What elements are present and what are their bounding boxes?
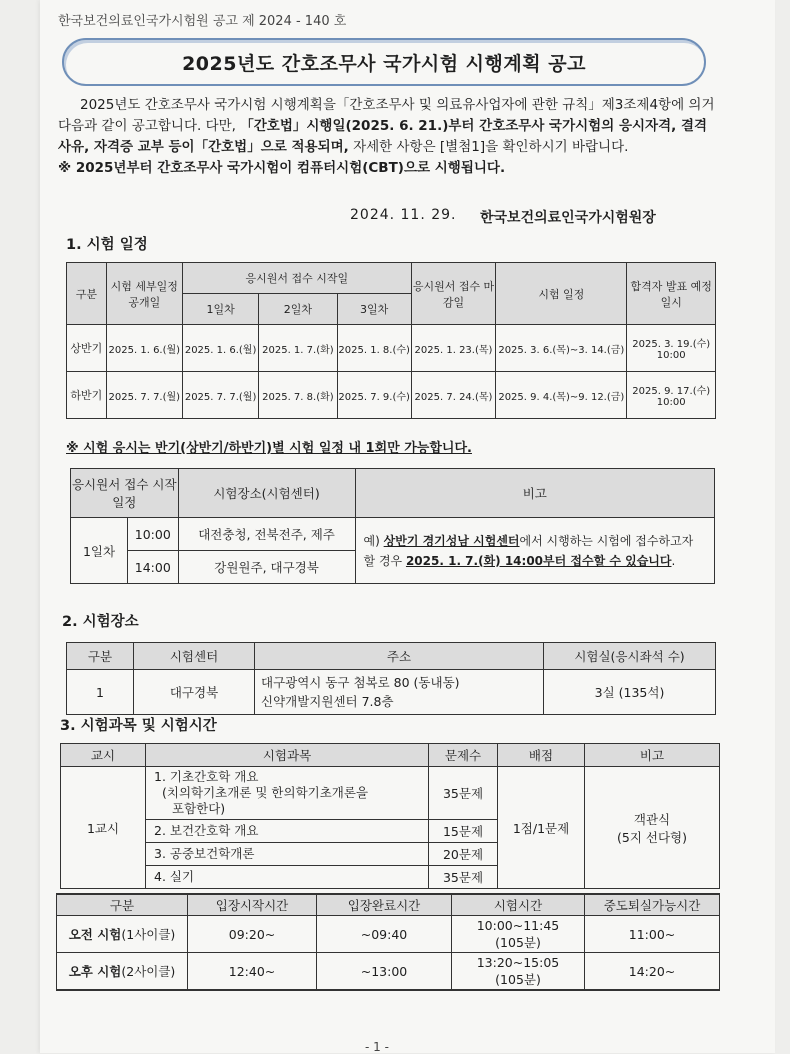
- cell-detail: 2025. 7. 7.(월): [106, 372, 182, 419]
- col-category: 구분: [57, 894, 188, 916]
- col-exam-schedule: 시험 일정: [496, 263, 627, 325]
- cell-enter-end: ~13:00: [317, 953, 452, 991]
- note-line1: 객관식: [633, 811, 671, 827]
- cell-result: [627, 372, 716, 419]
- note-text-c: .: [671, 553, 676, 568]
- col-enter-start: 입장시작시간: [188, 894, 317, 916]
- col-no: 구분: [67, 643, 134, 670]
- cell-count: 35문제: [429, 767, 498, 820]
- cell-exam-time: [452, 953, 585, 991]
- cell-deadline: 2025. 1. 23.(목): [411, 325, 495, 372]
- cell-time: 14:00: [128, 551, 179, 584]
- cell-place: 대전충청, 전북전주, 제주: [178, 518, 355, 551]
- section-title-schedule: 1. 시험 일정: [66, 237, 148, 253]
- col-note: 비고: [355, 469, 714, 518]
- session-name: 오전 시험: [68, 926, 122, 942]
- intro-text-c: 자세한 사항은 [별첨1]을 확인하시기 바랍니다.: [348, 139, 629, 155]
- page-number: - 1 -: [365, 1040, 389, 1054]
- once-per-half-warning: [66, 437, 472, 456]
- col-period: 교시: [61, 744, 146, 767]
- intro-text-a: 2025년도 간호조무사 국가시험 시행계획을「간호조무사 및 의료유사업자에 관한 규칙」제3조제4항에 의거 다음과 같이 공고합니다. 다만,: [58, 97, 715, 134]
- col-note: 비고: [585, 744, 720, 767]
- cell-day3: 2025. 1. 8.(수): [337, 325, 411, 372]
- cell-room: 3실 (135석): [544, 670, 716, 715]
- intro-paragraph: [58, 95, 718, 158]
- cell-detail: 2025. 1. 6.(월): [106, 325, 182, 372]
- intro-text-bold: 「간호법」시행일(2025. 6. 21.)부터 간호조무사 국가시험의 응시자격, 결격사유, 자격증 교부 등이「간호법」으로 적용되며,: [58, 118, 708, 155]
- cell-time: 10:00: [128, 518, 179, 551]
- cell-leave-time: 14:20~: [585, 953, 720, 991]
- note-underline-1: 상반기 경기성남 시험센터: [383, 533, 520, 548]
- cell-place: 강원원주, 대구경북: [178, 551, 355, 584]
- subject-line1: 1. 기초간호학 개요: [154, 769, 259, 784]
- cbt-notice: ※ 2025년부터 간호조무사 국가시험이 컴퓨터시험(CBT)으로 시행됩니다.: [58, 160, 506, 176]
- venue-table: [66, 642, 716, 715]
- session-cycle: (2사이클): [121, 963, 176, 979]
- subject-table: [60, 743, 720, 889]
- cell-session: [57, 916, 188, 953]
- intro-text: [58, 95, 718, 179]
- col-enter-end: 입장완료시간: [317, 894, 452, 916]
- session-name: 오후 시험: [68, 963, 122, 979]
- table-row: [71, 518, 715, 551]
- cell-result: [627, 325, 716, 372]
- cell-exam: 2025. 3. 6.(목)~3. 14.(금): [496, 325, 627, 372]
- warning-text: ※ 시험 응시는 반기(상반기/하반기)별 시험 일정 내 1회만 가능합니다.: [66, 441, 472, 456]
- cell-subject: [146, 767, 429, 820]
- cell-enter-start: 12:40~: [188, 953, 317, 991]
- section-title-venue: 2. 시험장소: [62, 614, 139, 630]
- result-date: 2025. 9. 17.(수): [632, 386, 711, 397]
- col-exam-time: 시험시간: [452, 894, 585, 916]
- cell-deadline: 2025. 7. 24.(목): [411, 372, 495, 419]
- note-text-b: 에서 시행하는 시험에 접수하고자 할 경우: [363, 533, 694, 568]
- col-receipt-deadline: 응시원서 접수 마감일: [411, 263, 495, 325]
- address-line2: 신약개발지원센터 7.8층: [261, 694, 394, 709]
- cell-day: 1일차: [71, 518, 128, 584]
- time-table: [56, 893, 720, 991]
- subject-line2: (치의학기초개론 및 한의학기초개론을: [162, 785, 369, 800]
- exam-range: 10:00~11:45: [476, 918, 560, 933]
- cell-day2: 2025. 7. 8.(화): [259, 372, 337, 419]
- cell-count: 20문제: [429, 843, 498, 866]
- col-center: 시험센터: [134, 643, 255, 670]
- result-time: 10:00: [656, 397, 686, 408]
- col-score: 배점: [498, 744, 585, 767]
- section-title-subjects: 3. 시험과목 및 시험시간: [60, 718, 217, 734]
- cell-address: [255, 670, 544, 715]
- col-room: 시험실(응시좌석 수): [544, 643, 716, 670]
- cell-subject: 3. 공중보건학개론: [146, 843, 429, 866]
- cell-enter-end: ~09:40: [317, 916, 452, 953]
- cell-count: 15문제: [429, 820, 498, 843]
- document-title: 2025년도 간호조무사 국가시험 시행계획 공고: [62, 38, 706, 86]
- col-result: 합격자 발표 예정일시: [627, 263, 716, 325]
- col-day3: 3일차: [337, 294, 411, 325]
- cell-period: 1교시: [61, 767, 146, 889]
- cell-day3: 2025. 7. 9.(수): [337, 372, 411, 419]
- col-day1: 1일차: [182, 294, 258, 325]
- table-row: [57, 953, 720, 991]
- col-receipt-start: 응시원서 접수 시작일: [182, 263, 411, 294]
- cell-day2: 2025. 1. 7.(화): [259, 325, 337, 372]
- table-row: [67, 670, 716, 715]
- receipt-table: [70, 468, 715, 584]
- exam-duration: (105분): [495, 935, 541, 950]
- col-subject: 시험과목: [146, 744, 429, 767]
- cell-note: [585, 767, 720, 889]
- row-label: 하반기: [67, 372, 107, 419]
- cell-enter-start: 09:20~: [188, 916, 317, 953]
- table-row: [61, 767, 720, 820]
- notice-date: 2024. 11. 29.: [350, 207, 457, 223]
- exam-range: 13:20~15:05: [476, 955, 560, 970]
- notice-number: 한국보건의료인국가시험원 공고 제 2024 - 140 호: [58, 14, 347, 29]
- cell-score: 1점/1문제: [498, 767, 585, 889]
- note-underline-2: 2025. 1. 7.(화) 14:00부터 접수할 수 있습니다: [405, 553, 672, 568]
- cell-exam-time: [452, 916, 585, 953]
- note-text-a: 예): [363, 533, 384, 548]
- subject-line3: 포함한다): [172, 801, 226, 816]
- schedule-table: [66, 262, 716, 419]
- result-date: 2025. 3. 19.(수): [632, 339, 711, 350]
- note-line2: (5지 선다형): [617, 829, 687, 845]
- col-address: 주소: [255, 643, 544, 670]
- col-day2: 2일차: [259, 294, 337, 325]
- result-time: 10:00: [656, 350, 686, 361]
- cell-no: 1: [67, 670, 134, 715]
- cell-subject: 2. 보건간호학 개요: [146, 820, 429, 843]
- session-cycle: (1사이클): [121, 926, 176, 942]
- cell-center: 대구경북: [134, 670, 255, 715]
- cell-day1: 2025. 7. 7.(월): [182, 372, 258, 419]
- table-row: [57, 916, 720, 953]
- cell-leave-time: 11:00~: [585, 916, 720, 953]
- cell-count: 35문제: [429, 866, 498, 889]
- col-category: 구분: [67, 263, 107, 325]
- col-leave-time: 중도퇴실가능시간: [585, 894, 720, 916]
- table-row: [67, 325, 716, 372]
- col-receipt-start: 응시원서 접수 시작일정: [71, 469, 179, 518]
- address-line1: 대구광역시 동구 첨복로 80 (동내동): [261, 675, 460, 690]
- cell-subject: 4. 실기: [146, 866, 429, 889]
- cell-day1: 2025. 1. 6.(월): [182, 325, 258, 372]
- cell-exam: 2025. 9. 4.(목)~9. 12.(금): [496, 372, 627, 419]
- row-label: 상반기: [67, 325, 107, 372]
- col-place: 시험장소(시험센터): [178, 469, 355, 518]
- col-count: 문제수: [429, 744, 498, 767]
- exam-duration: (105분): [495, 972, 541, 987]
- table-row: [67, 372, 716, 419]
- cell-session: [57, 953, 188, 991]
- issuer-name: 한국보건의료인국가시험원장: [480, 210, 656, 226]
- cell-note: [355, 518, 714, 584]
- col-detail-open: 시험 세부일정 공개일: [106, 263, 182, 325]
